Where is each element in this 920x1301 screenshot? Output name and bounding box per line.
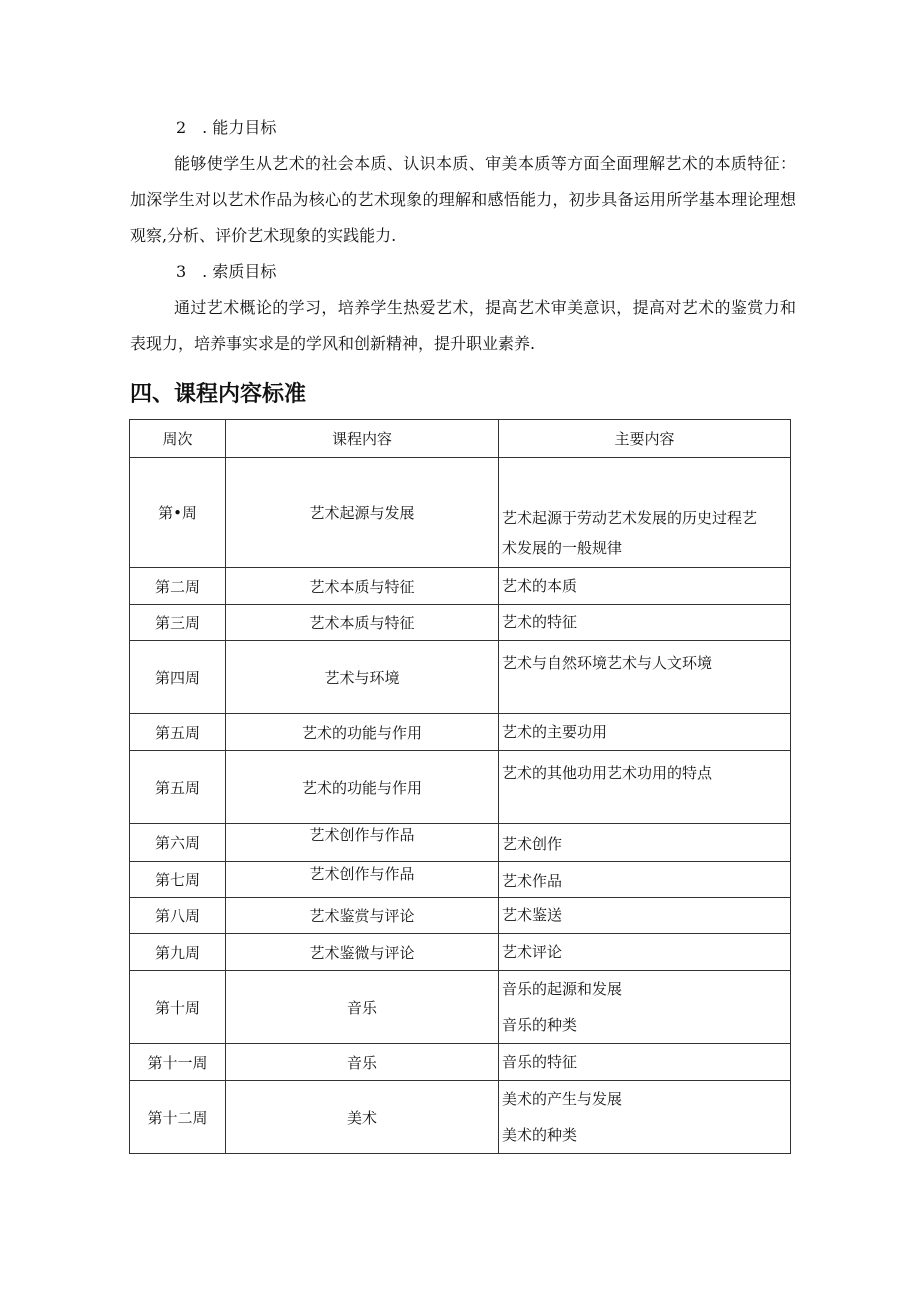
course-cell: 艺术与环境 — [226, 641, 499, 714]
main-cell — [499, 1044, 791, 1081]
main-line: 艺术作品 — [502, 872, 563, 890]
course-cell: 艺术的功能与作用 — [226, 714, 499, 751]
table-row — [130, 898, 791, 934]
quality-paragraph: 通过艺术概论的学习，培养学生热爱艺术，提高艺术审美意识，提高对艺术的鉴赏力和表现力，培养事实求是的学风和创新精神，提升职业素养. — [130, 298, 796, 353]
main-line: 艺术的本质 — [502, 576, 578, 595]
main-cell — [499, 862, 791, 898]
week-cell: 第九周 — [130, 934, 226, 971]
main-cell — [499, 824, 791, 862]
main-cell — [499, 898, 791, 934]
main-cell — [499, 1081, 791, 1154]
table-row — [130, 714, 791, 751]
main-line: 艺术的特征 — [502, 613, 578, 631]
week-cell: 第七周 — [130, 862, 226, 898]
week-cell: 第十一周 — [130, 1044, 226, 1081]
table-row — [130, 1081, 791, 1154]
table-row — [130, 1044, 791, 1081]
table-row — [130, 605, 791, 641]
section-title: 四、课程内容标准 — [130, 382, 307, 407]
main-cell — [499, 714, 791, 751]
main-line: 音乐的起源和发展 — [502, 980, 623, 998]
main-cell — [499, 751, 791, 824]
course-cell: 音乐 — [226, 971, 499, 1044]
course-cell: 艺术本质与特征 — [226, 605, 499, 641]
course-cell: 艺术的功能与作用 — [226, 751, 499, 824]
table-row — [130, 862, 791, 898]
week-cell: 第十周 — [130, 971, 226, 1044]
main-line: 艺术与自然环境艺术与人文环境 — [502, 654, 713, 672]
ability-heading: 2 . 能力目标 — [176, 118, 277, 137]
main-line: 艺术的主要功用 — [502, 722, 608, 741]
table-row — [130, 751, 791, 824]
course-cell: 艺术鉴赏与评论 — [226, 898, 499, 934]
table-row — [130, 824, 791, 862]
course-cell — [226, 862, 499, 898]
course-cell: 艺术鉴微与评论 — [226, 934, 499, 971]
week-cell: 第五周 — [130, 751, 226, 824]
header-week: 周次 — [130, 420, 226, 458]
week-cell: 第三周 — [130, 605, 226, 641]
week-cell: 第六周 — [130, 824, 226, 862]
main-line: 音乐的种类 — [502, 1016, 578, 1034]
week-cell: 第八周 — [130, 898, 226, 934]
course-cell: 美术 — [226, 1081, 499, 1154]
main-cell — [499, 641, 791, 714]
course-line: 艺术创作与作品 — [309, 826, 415, 844]
table-row — [130, 568, 791, 605]
course-line: 艺术创作与作品 — [309, 865, 415, 883]
week-cell: 第五周 — [130, 714, 226, 751]
table-row — [130, 971, 791, 1044]
main-cell — [499, 971, 791, 1044]
main-cell — [499, 458, 791, 568]
table-row — [130, 934, 791, 971]
main-cell — [499, 568, 791, 605]
quality-heading: 3 . 索质目标 — [176, 262, 277, 281]
table-row — [130, 458, 791, 568]
course-content-table — [129, 419, 791, 1154]
header-main: 主要内容 — [499, 420, 791, 458]
main-line: 美术的产生与发展 — [502, 1090, 623, 1108]
course-cell: 艺术本质与特征 — [226, 568, 499, 605]
main-cell — [499, 934, 791, 971]
course-cell — [226, 824, 499, 862]
week-cell: 第•周 — [130, 458, 226, 568]
main-line: 术发展的一般规律 — [502, 539, 623, 557]
main-line: 艺术鉴送 — [502, 906, 563, 924]
week-cell: 第十二周 — [130, 1081, 226, 1154]
main-cell — [499, 605, 791, 641]
main-line: 艺术创作 — [502, 835, 563, 853]
week-cell: 第四周 — [130, 641, 226, 714]
week-cell: 第二周 — [130, 568, 226, 605]
course-cell: 艺术起源与发展 — [226, 458, 499, 568]
main-line: 音乐的特征 — [502, 1052, 578, 1071]
ability-paragraph: 能够使学生从艺术的社会本质、认识本质、审美本质等方面全面理解艺术的本质特征：加深学生对以艺术作品为核心的艺术现象的理解和感悟能力，初步具备运用所学基本理论理想观察,分析、评价艺术现象的实践能力. — [130, 154, 796, 245]
main-line: 艺术的其他功用艺术功用的特点 — [502, 764, 713, 782]
header-course: 课程内容 — [226, 420, 499, 458]
main-line: 美术的种类 — [502, 1126, 578, 1144]
main-line: 艺术起源于劳动艺术发展的历史过程艺 — [502, 509, 758, 527]
course-cell: 音乐 — [226, 1044, 499, 1081]
main-line: 艺术评论 — [502, 942, 563, 961]
table-row — [130, 641, 791, 714]
table-header-row — [130, 420, 791, 458]
